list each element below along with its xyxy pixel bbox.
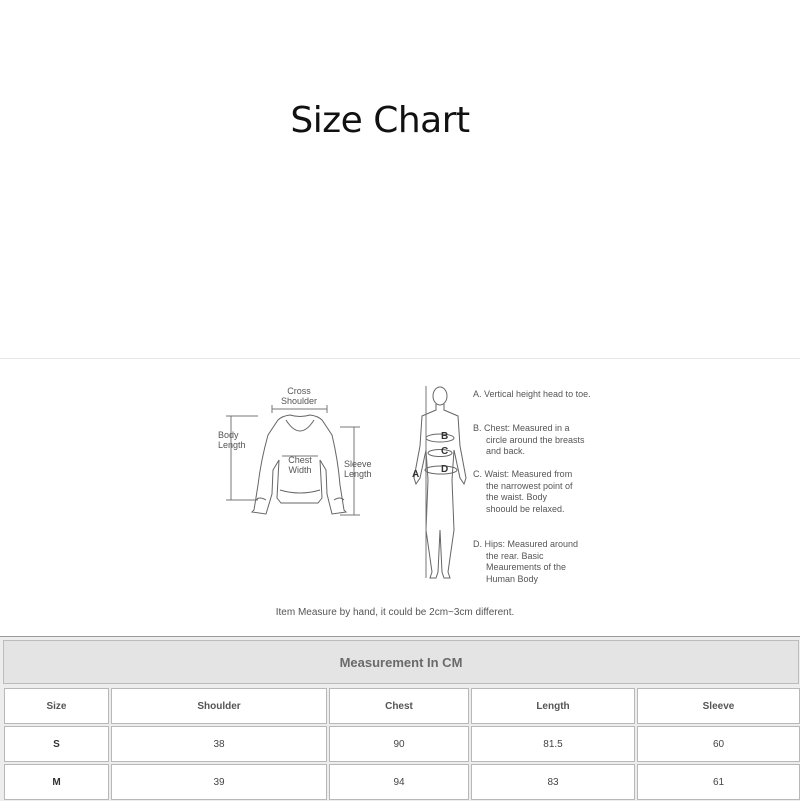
marker-b: B <box>441 431 449 442</box>
row-m-shoulder: 39 <box>111 764 327 800</box>
header-size: Size <box>4 688 109 724</box>
cross-shoulder-label: Cross Shoulder <box>280 386 318 406</box>
definition-d: D. Hips: Measured around the rear. Basic Meaurements of the Human Body <box>473 539 579 584</box>
row-s-shoulder: 38 <box>111 726 327 762</box>
row-m-chest: 94 <box>329 764 469 800</box>
header-length: Length <box>471 688 635 724</box>
row-m-size: M <box>4 764 109 800</box>
table-caption: Measurement In CM <box>3 640 799 684</box>
row-s-length: 81.5 <box>471 726 635 762</box>
marker-c: C <box>441 446 449 457</box>
definition-b: B. Chest: Measured in a circle around the breasts and back. <box>473 423 585 456</box>
definition-c: C. Waist: Measured from the narrowest point of the waist. Body shoould be relaxed. <box>473 469 573 514</box>
definition-a: A. Vertical height head to toe. <box>473 389 591 399</box>
header-chest: Chest <box>329 688 469 724</box>
header-sleeve: Sleeve <box>637 688 800 724</box>
row-m-sleeve: 61 <box>637 764 800 800</box>
chest-width-label: Chest Width <box>288 455 312 475</box>
row-s-size: S <box>4 726 109 762</box>
body-length-label: Body Length <box>218 430 246 450</box>
measurement-illustration <box>0 360 800 630</box>
measurement-note: Item Measure by hand, it could be 2cm~3cm different. <box>275 607 515 618</box>
row-m-length: 83 <box>471 764 635 800</box>
row-s-sleeve: 60 <box>637 726 800 762</box>
section-divider <box>0 358 800 359</box>
header-shoulder: Shoulder <box>111 688 327 724</box>
page-title: Size Chart <box>290 100 470 141</box>
human-figure <box>414 386 466 578</box>
size-table <box>0 636 800 801</box>
sleeve-length-label: Sleeve Length <box>344 459 372 479</box>
measurement-diagram <box>0 360 800 630</box>
marker-a: A <box>412 469 420 480</box>
marker-d: D <box>441 464 449 475</box>
row-s-chest: 90 <box>329 726 469 762</box>
